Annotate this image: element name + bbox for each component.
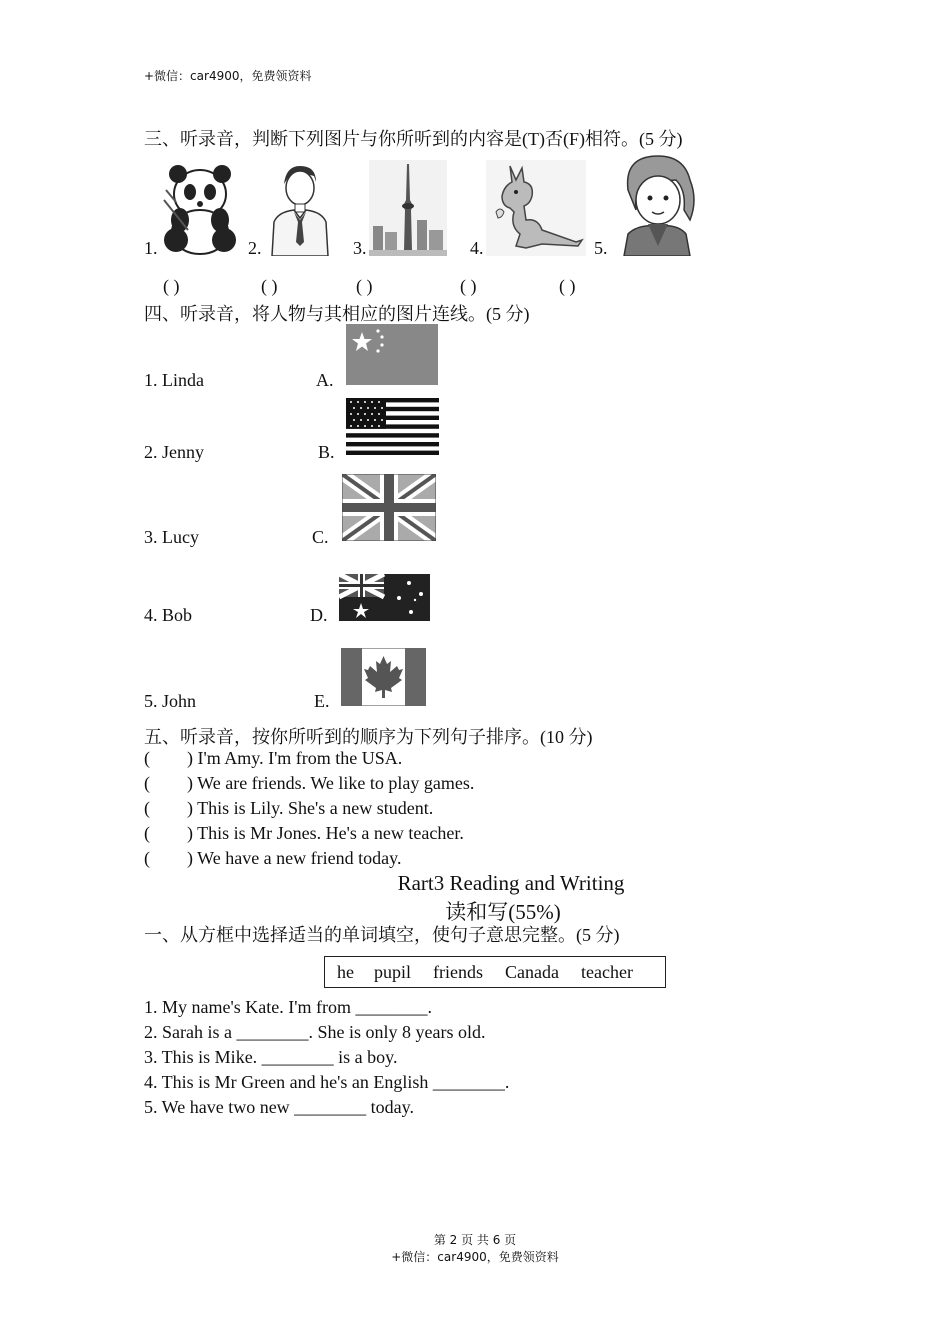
word-pupil: pupil <box>374 962 412 982</box>
letter-d: D. <box>310 605 328 625</box>
word-box <box>324 956 666 988</box>
letter-a: A. <box>316 370 334 390</box>
china-flag-icon <box>346 324 438 385</box>
s3-num-1: 1. <box>144 238 158 258</box>
answer-paren-2: ( ) <box>261 276 278 296</box>
fill-sentence-3: 3. This is Mike. ________ is a boy. <box>144 1047 398 1067</box>
order-sentence-3: ) This is Lily. She's a new student. <box>187 798 434 818</box>
answer-paren-1: ( ) <box>163 276 180 296</box>
s3-num-5: 5. <box>594 238 608 258</box>
letter-b: B. <box>318 442 335 462</box>
section3-title: 三、听录音，判断下列图片与你所听到的内容是(T)否(F)相符。(5 分) <box>144 129 683 149</box>
section5-title: 五、听录音，按你所听到的顺序为下列句子排序。(10 分) <box>144 727 593 747</box>
kangaroo-icon <box>486 160 586 256</box>
usa-flag-icon <box>346 398 439 455</box>
section4-title: 四、听录音，将人物与其相应的图片连线。(5 分) <box>144 304 530 324</box>
fill-sentence-1: 1. My name's Kate. I'm from ________. <box>144 997 432 1017</box>
fill-sentence-4: 4. This is Mr Green and he's an English ________. <box>144 1072 510 1092</box>
order-sentence-5: ) We have a new friend today. <box>187 848 402 868</box>
person-jenny: 2. Jenny <box>144 442 204 462</box>
page-number: 第 2 页 共 6 页 <box>433 1233 517 1247</box>
cn-tower-icon <box>369 160 447 256</box>
letter-c: C. <box>312 527 329 547</box>
fill-sentence-2: 2. Sarah is a ________. She is only 8 years old. <box>144 1022 486 1042</box>
part3-title: Rart3 Reading and Writing <box>397 871 625 895</box>
header-wechat: +微信：car4900，免费领资料 <box>144 69 312 83</box>
canada-flag-icon <box>341 648 426 706</box>
footer-wechat: +微信：car4900，免费领资料 <box>391 1250 559 1264</box>
word-he: he <box>337 962 354 982</box>
uk-flag-icon <box>342 474 436 541</box>
person-bob: 4. Bob <box>144 605 193 625</box>
order-paren-1: ( <box>144 748 150 768</box>
order-sentence-1: ) I'm Amy. I'm from the USA. <box>187 748 403 768</box>
person-john: 5. John <box>144 691 197 711</box>
answer-paren-5: ( ) <box>559 276 576 296</box>
letter-e: E. <box>314 691 330 711</box>
person-linda: 1. Linda <box>144 370 204 390</box>
person-lucy: 3. Lucy <box>144 527 199 547</box>
answer-paren-3: ( ) <box>356 276 373 296</box>
boy-icon <box>266 162 332 256</box>
order-paren-5: ( <box>144 848 150 868</box>
s3-num-4: 4. <box>470 238 484 258</box>
order-paren-3: ( <box>144 798 150 818</box>
s3-num-2: 2. <box>248 238 262 258</box>
fill-sentence-5: 5. We have two new ________ today. <box>144 1097 414 1117</box>
australia-flag-icon <box>339 574 430 621</box>
order-sentence-2: ) We are friends. We like to play games. <box>187 773 475 793</box>
s3-num-3: 3. <box>353 238 367 258</box>
panda-icon <box>158 160 242 256</box>
part3-subtitle: 读和写(55%) <box>445 900 561 924</box>
section1-title: 一、从方框中选择适当的单词填空，使句子意思完整。(5 分) <box>144 925 620 945</box>
word-friends: friends <box>433 962 483 982</box>
word-teacher: teacher <box>581 962 633 982</box>
order-paren-4: ( <box>144 823 150 843</box>
word-canada: Canada <box>505 962 559 982</box>
order-sentence-4: ) This is Mr Jones. He's a new teacher. <box>187 823 464 843</box>
girl-icon <box>614 150 700 256</box>
order-paren-2: ( <box>144 773 150 793</box>
answer-paren-4: ( ) <box>460 276 477 296</box>
